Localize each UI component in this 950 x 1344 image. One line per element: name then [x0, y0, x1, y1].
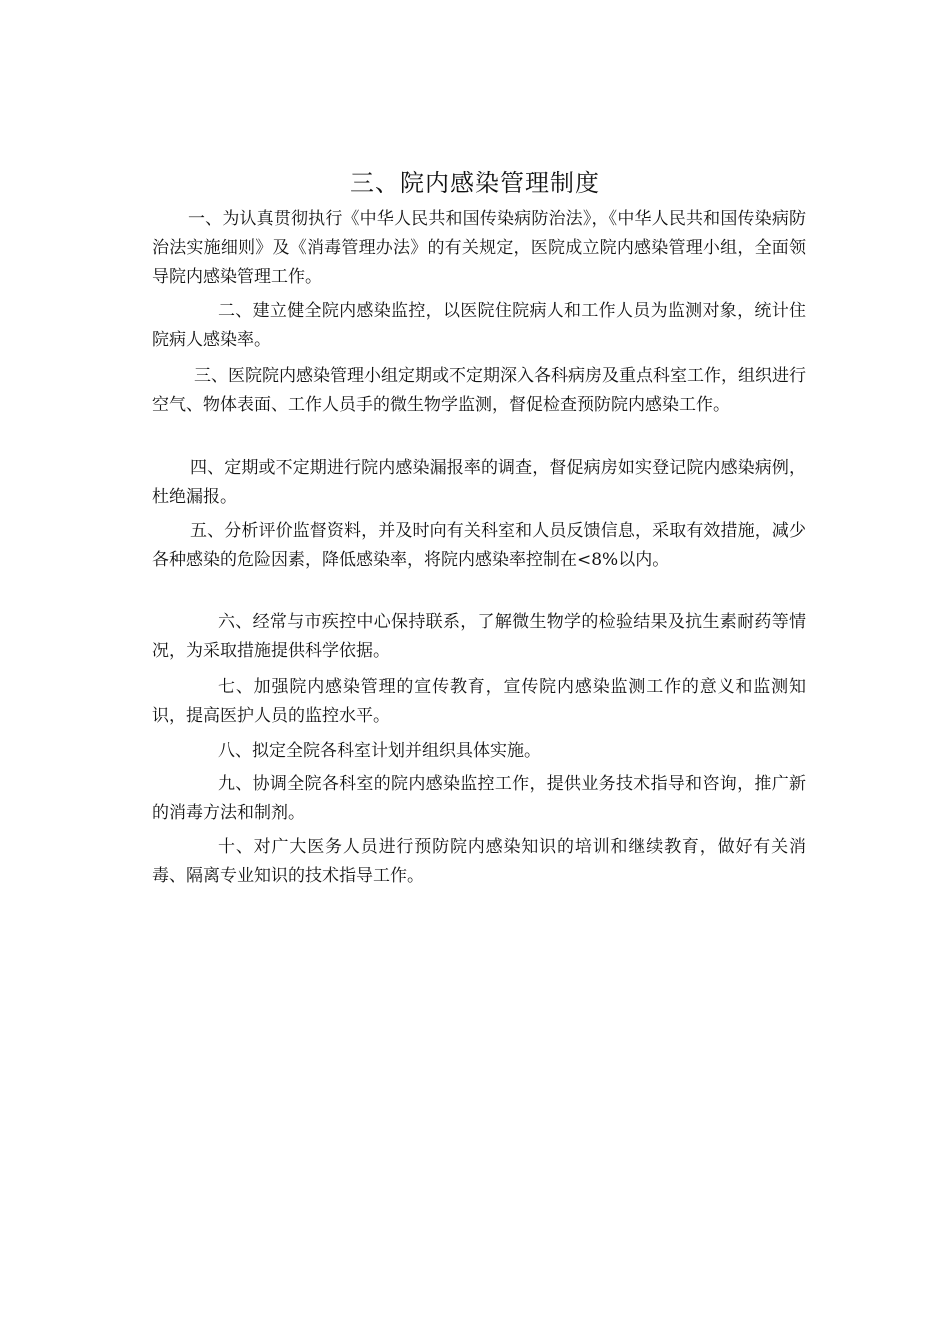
document-title: 三、院内感染管理制度: [350, 169, 600, 197]
paragraph-3: 三、医院院内感染管理小组定期或不定期深入各科病房及重点科室工作，组织进行空气、物体表面、工作人员手的微生物学监测，督促检查预防院内感染工作。: [152, 366, 806, 415]
paragraph-7: 七、加强院内感染管理的宣传教育，宣传院内感染监测工作的意义和监测知识，提高医护人员的监控水平。: [152, 677, 806, 726]
paragraph-2: 二、建立健全院内感染监控，以医院住院病人和工作人员为监测对象，统计住院病人感染率。: [152, 301, 806, 350]
paragraph-4: 四、定期或不定期进行院内感染漏报率的调查，督促病房如实登记院内感染病例，杜绝漏报。: [152, 458, 806, 507]
paragraph-9: 九、协调全院各科室的院内感染监控工作，提供业务技术指导和咨询，推广新的消毒方法和制剂。: [152, 774, 806, 823]
paragraph-6: 六、经常与市疾控中心保持联系，了解微生物学的检验结果及抗生素耐药等情况，为采取措施提供科学依据。: [152, 612, 806, 661]
paragraph-10: 十、对广大医务人员进行预防院内感染知识的培训和继续教育，做好有关消毒、隔离专业知识的技术指导工作。: [152, 837, 806, 886]
paragraph-1: 一、为认真贯彻执行《中华人民共和国传染病防治法》，《中华人民共和国传染病防治法实施细则》及《消毒管理办法》的有关规定，医院成立院内感染管理小组，全面领导院内感染管理工作。: [152, 209, 806, 287]
paragraph-8: 八、拟定全院各科室计划并组织具体实施。: [218, 741, 541, 761]
paragraph-5: 五、分析评价监督资料，并及时向有关科室和人员反馈信息，采取有效措施，减少各种感染的危险因素，降低感染率，将院内感染率控制在<8%以内。: [152, 521, 806, 570]
